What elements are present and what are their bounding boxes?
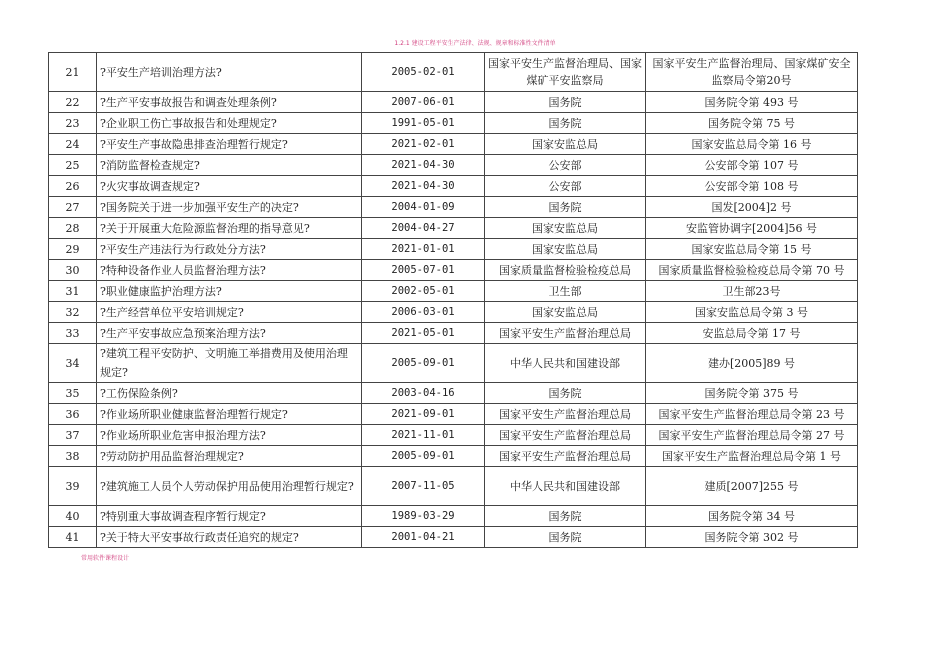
issuing-authority: 国务院 [485, 197, 646, 218]
regulation-title: ?生产平安事故报告和调查处理条例? [97, 92, 362, 113]
effective-date: 2005-09-01 [362, 446, 485, 467]
row-number: 21 [49, 53, 97, 92]
table-row [49, 383, 858, 404]
regulation-title: ?生产经营单位平安培训规定? [97, 302, 362, 323]
document-number: 建办[2005]89 号 [646, 344, 858, 383]
table-row [49, 323, 858, 344]
document-number: 国家安监总局令第 3 号 [646, 302, 858, 323]
regulation-title: ?建筑施工人员个人劳动保护用品使用治理暂行规定? [97, 467, 362, 506]
table-row [49, 302, 858, 323]
table-row [49, 344, 858, 383]
issuing-authority: 国务院 [485, 527, 646, 548]
row-number: 41 [49, 527, 97, 548]
table-row [49, 92, 858, 113]
regulation-title: ?劳动防护用品监督治理规定? [97, 446, 362, 467]
issuing-authority: 国家平安生产监督治理总局 [485, 404, 646, 425]
row-number: 31 [49, 281, 97, 302]
row-number: 25 [49, 155, 97, 176]
effective-date: 2021-01-01 [362, 239, 485, 260]
regulation-title: ?特种设备作业人员监督治理方法? [97, 260, 362, 281]
table-row [49, 176, 858, 197]
row-number: 34 [49, 344, 97, 383]
row-number: 23 [49, 113, 97, 134]
document-number: 国务院令第 375 号 [646, 383, 858, 404]
regulation-title: ?职业健康监护治理方法? [97, 281, 362, 302]
effective-date: 2021-04-30 [362, 155, 485, 176]
table-row [49, 134, 858, 155]
table-row [49, 218, 858, 239]
document-number: 国务院令第 34 号 [646, 506, 858, 527]
regulation-title: ?平安生产违法行为行政处分方法? [97, 239, 362, 260]
issuing-authority: 国家平安生产监督治理总局 [485, 323, 646, 344]
issuing-authority: 国家平安生产监督治理总局 [485, 446, 646, 467]
effective-date: 2007-06-01 [362, 92, 485, 113]
issuing-authority: 中华人民共和国建设部 [485, 467, 646, 506]
table-row [49, 155, 858, 176]
issuing-authority: 国家安监总局 [485, 134, 646, 155]
issuing-authority: 国家平安生产监督治理局、国家煤矿平安监察局 [485, 53, 646, 92]
regulation-title: ?作业场所职业危害申报治理方法? [97, 425, 362, 446]
row-number: 35 [49, 383, 97, 404]
document-number: 国家平安生产监督治理总局令第 23 号 [646, 404, 858, 425]
document-number: 国家质量监督检验检疫总局令第 70 号 [646, 260, 858, 281]
row-number: 37 [49, 425, 97, 446]
table-row [49, 53, 858, 92]
effective-date: 2005-07-01 [362, 260, 485, 281]
table-row [49, 506, 858, 527]
document-number: 国家安监总局令第 15 号 [646, 239, 858, 260]
issuing-authority: 公安部 [485, 155, 646, 176]
row-number: 33 [49, 323, 97, 344]
document-number: 国家安监总局令第 16 号 [646, 134, 858, 155]
document-number: 国务院令第 493 号 [646, 92, 858, 113]
issuing-authority: 国务院 [485, 506, 646, 527]
regulation-title: ?建筑工程平安防护、文明施工举措费用及使用治理规定? [97, 344, 362, 383]
issuing-authority: 公安部 [485, 176, 646, 197]
footer-note: 常用软件课程设计 [81, 555, 130, 562]
effective-date: 2007-11-05 [362, 467, 485, 506]
row-number: 29 [49, 239, 97, 260]
effective-date: 2004-04-27 [362, 218, 485, 239]
regulation-title: ?平安生产培训治理方法? [97, 53, 362, 92]
table-row [49, 239, 858, 260]
document-number: 国家平安生产监督治理局、国家煤矿安全监察局令第20号 [646, 53, 858, 92]
issuing-authority: 国家安监总局 [485, 218, 646, 239]
row-number: 30 [49, 260, 97, 281]
document-number: 安监总局令第 17 号 [646, 323, 858, 344]
document-number: 国务院令第 75 号 [646, 113, 858, 134]
effective-date: 2006-03-01 [362, 302, 485, 323]
regulation-title: ?国务院关于进一步加强平安生产的决定? [97, 197, 362, 218]
issuing-authority: 国家安监总局 [485, 239, 646, 260]
regulation-title: ?火灾事故调查规定? [97, 176, 362, 197]
table-row [49, 467, 858, 506]
regulation-title: ?作业场所职业健康监督治理暂行规定? [97, 404, 362, 425]
regulation-title: ?生产平安事故应急预案治理方法? [97, 323, 362, 344]
issuing-authority: 国家平安生产监督治理总局 [485, 425, 646, 446]
effective-date: 2021-11-01 [362, 425, 485, 446]
row-number: 32 [49, 302, 97, 323]
issuing-authority: 国家安监总局 [485, 302, 646, 323]
issuing-authority: 卫生部 [485, 281, 646, 302]
issuing-authority: 国务院 [485, 92, 646, 113]
effective-date: 2001-04-21 [362, 527, 485, 548]
row-number: 24 [49, 134, 97, 155]
effective-date: 1991-05-01 [362, 113, 485, 134]
row-number: 36 [49, 404, 97, 425]
regulations-table-body [49, 53, 858, 548]
regulation-title: ?关于特大平安事故行政责任追究的规定? [97, 527, 362, 548]
effective-date: 2005-09-01 [362, 344, 485, 383]
table-row [49, 197, 858, 218]
regulation-title: ?企业职工伤亡事故报告和处理规定? [97, 113, 362, 134]
issuing-authority: 国务院 [485, 383, 646, 404]
row-number: 22 [49, 92, 97, 113]
issuing-authority: 中华人民共和国建设部 [485, 344, 646, 383]
document-number: 公安部令第 108 号 [646, 176, 858, 197]
row-number: 40 [49, 506, 97, 527]
document-number: 国务院令第 302 号 [646, 527, 858, 548]
row-number: 26 [49, 176, 97, 197]
effective-date: 2005-02-01 [362, 53, 485, 92]
table-row [49, 260, 858, 281]
document-number: 公安部令第 107 号 [646, 155, 858, 176]
document-number: 卫生部23号 [646, 281, 858, 302]
document-number: 国发[2004]2 号 [646, 197, 858, 218]
table-row [49, 281, 858, 302]
table-row [49, 113, 858, 134]
table-row [49, 446, 858, 467]
row-number: 38 [49, 446, 97, 467]
regulations-table [48, 52, 858, 548]
regulation-title: ?特别重大事故调查程序暂行规定? [97, 506, 362, 527]
table-row [49, 527, 858, 548]
document-number: 国家平安生产监督治理总局令第 27 号 [646, 425, 858, 446]
regulation-title: ?关于开展重大危险源监督治理的指导意见? [97, 218, 362, 239]
effective-date: 2021-05-01 [362, 323, 485, 344]
effective-date: 2004-01-09 [362, 197, 485, 218]
document-number: 建质[2007]255 号 [646, 467, 858, 506]
table-row [49, 425, 858, 446]
table-row [49, 404, 858, 425]
document-number: 国家平安生产监督治理总局令第 1 号 [646, 446, 858, 467]
issuing-authority: 国务院 [485, 113, 646, 134]
effective-date: 2021-09-01 [362, 404, 485, 425]
row-number: 28 [49, 218, 97, 239]
effective-date: 1989-03-29 [362, 506, 485, 527]
document-number: 安监管协调字[2004]56 号 [646, 218, 858, 239]
row-number: 27 [49, 197, 97, 218]
effective-date: 2002-05-01 [362, 281, 485, 302]
issuing-authority: 国家质量监督检验检疫总局 [485, 260, 646, 281]
effective-date: 2003-04-16 [362, 383, 485, 404]
regulation-title: ?工伤保险条例? [97, 383, 362, 404]
effective-date: 2021-02-01 [362, 134, 485, 155]
header-note: 1.2.1 建设工程平安生产法律、法规、规章和标准性文件清单 [394, 40, 556, 47]
row-number: 39 [49, 467, 97, 506]
effective-date: 2021-04-30 [362, 176, 485, 197]
regulation-title: ?消防监督检查规定? [97, 155, 362, 176]
regulation-title: ?平安生产事故隐患排查治理暂行规定? [97, 134, 362, 155]
